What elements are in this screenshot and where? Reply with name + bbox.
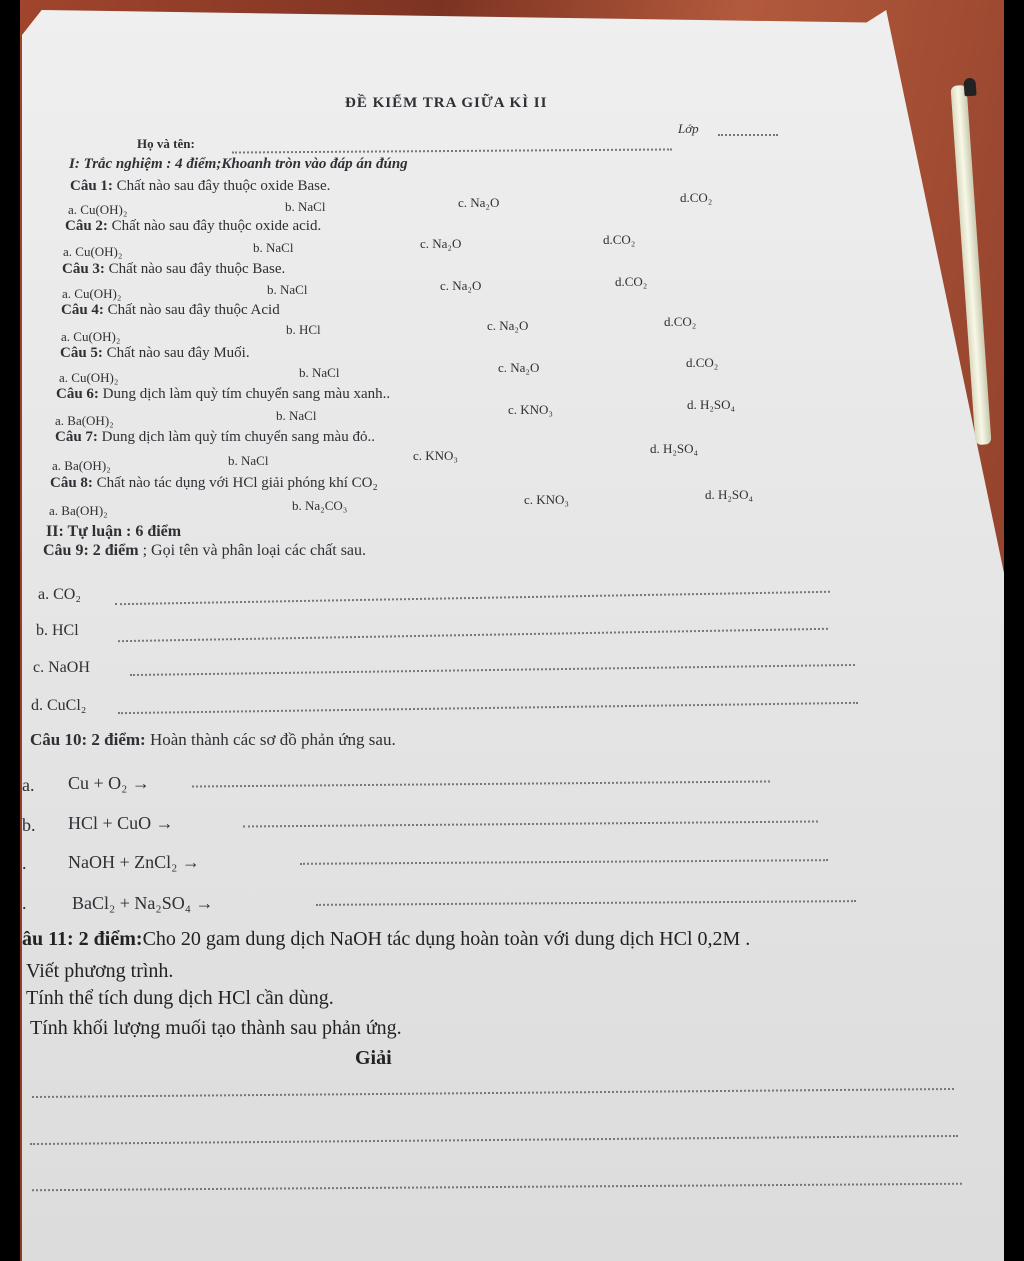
q3-option-a[interactable]: a. Cu(OH)₂ xyxy=(62,286,122,301)
q11 xyxy=(22,928,750,951)
q7-option-d[interactable]: d. H₂SO₄ xyxy=(650,441,699,456)
q6-option-b[interactable]: b. NaCl xyxy=(276,408,317,423)
q7-option-b[interactable]: b. NaCl xyxy=(228,453,269,468)
q4-option-b[interactable]: b. HCl xyxy=(286,322,321,337)
q7-text: Dung dịch làm quỳ tím chuyển sang màu đỏ.. xyxy=(101,429,375,445)
q2-text: Chất nào sau đây thuộc oxide acid. xyxy=(111,218,322,234)
q2-label: Câu 2: xyxy=(65,218,108,234)
q9 xyxy=(43,542,366,560)
q3-option-c[interactable]: c. Na₂O xyxy=(440,278,482,293)
q9-text: ; Gọi tên và phân loại các chất sau. xyxy=(142,542,367,559)
q9-label: Câu 9: 2 điểm xyxy=(43,542,139,559)
q10-marker-c: . xyxy=(22,853,27,873)
q2-option-d[interactable]: d.CO₂ xyxy=(603,232,636,247)
q5-option-c[interactable]: c. Na₂O xyxy=(498,360,540,375)
q7-option-c[interactable]: c. KNO₃ xyxy=(413,448,458,463)
q8-option-c[interactable]: c. KNO₃ xyxy=(524,492,569,507)
q7-label: Câu 7: xyxy=(55,429,98,445)
q8 xyxy=(50,475,378,492)
q6 xyxy=(56,386,390,403)
q4-option-d[interactable]: d.CO₂ xyxy=(664,314,697,329)
solution-heading: Giải xyxy=(355,1047,392,1069)
q6-label: Câu 6: xyxy=(56,386,99,402)
q2-option-b[interactable]: b. NaCl xyxy=(253,240,294,255)
q10-label: Câu 10: 2 điểm: xyxy=(30,730,146,749)
q11-line-1: Viết phương trình. xyxy=(26,960,174,982)
part1-heading: I: Trắc nghiệm : 4 điểm;Khoanh tròn vào đáp án đúng xyxy=(69,156,408,172)
q7-option-a[interactable]: a. Ba(OH)₂ xyxy=(52,458,111,473)
q1-option-a[interactable]: a. Cu(OH)₂ xyxy=(68,202,128,217)
q1-text: Chất nào sau đây thuộc oxide Base. xyxy=(116,178,331,194)
q11-line-2: Tính thể tích dung dịch HCl cần dùng. xyxy=(26,987,334,1009)
q2-option-a[interactable]: a. Cu(OH)₂ xyxy=(63,244,123,259)
q10-marker-b: b. xyxy=(22,815,36,835)
q10-marker-d: . xyxy=(22,893,27,913)
q3-option-d[interactable]: d.CO₂ xyxy=(615,274,648,289)
q6-text: Dung dịch làm quỳ tím chuyển sang màu xanh.. xyxy=(102,386,391,402)
q4-label: Câu 4: xyxy=(61,302,104,318)
q10-equation-c: NaOH + ZnCl₂ → xyxy=(68,852,200,872)
q1-option-c[interactable]: c. Na₂O xyxy=(458,195,500,210)
q5-option-a[interactable]: a. Cu(OH)₂ xyxy=(59,370,119,385)
q1-option-d[interactable]: d.CO₂ xyxy=(680,190,713,205)
pen-cap xyxy=(963,78,976,97)
q4-text: Chất nào sau đây thuộc Acid xyxy=(107,302,280,318)
class-line xyxy=(718,134,778,136)
q9-item-b: b. HCl xyxy=(36,622,79,639)
q5-option-d[interactable]: d.CO₂ xyxy=(686,355,719,370)
q4-option-c[interactable]: c. Na₂O xyxy=(487,318,529,333)
q4-option-a[interactable]: a. Cu(OH)₂ xyxy=(61,329,121,344)
q5 xyxy=(60,345,250,362)
q4 xyxy=(61,302,280,319)
q2-option-c[interactable]: c. Na₂O xyxy=(420,236,462,251)
q8-option-a[interactable]: a. Ba(OH)₂ xyxy=(49,503,108,518)
q6-option-c[interactable]: c. KNO₃ xyxy=(508,402,553,417)
q10-equation-d: BaCl₂ + Na₂SO₄ → xyxy=(72,893,214,913)
q3-text: Chất nào sau đây thuộc Base. xyxy=(108,261,286,277)
q9-item-c: c. NaOH xyxy=(33,659,90,676)
q3-option-b[interactable]: b. NaCl xyxy=(267,282,308,297)
q10-marker-a: a. xyxy=(22,775,35,795)
q8-option-d[interactable]: d. H₂SO₄ xyxy=(705,487,754,502)
q5-label: Câu 5: xyxy=(60,345,103,361)
q8-text: Chất nào tác dụng với HCl giải phóng khí CO₂ xyxy=(96,475,378,491)
q5-option-b[interactable]: b. NaCl xyxy=(299,365,340,380)
q10-equation-b: HCl + CuO → xyxy=(68,813,174,833)
class-label: Lớp xyxy=(678,121,699,136)
q1-label: Câu 1: xyxy=(70,178,113,194)
q11-line-3: Tính khối lượng muối tạo thành sau phản ứng. xyxy=(30,1017,402,1039)
q8-option-b[interactable]: b. Na₂CO₃ xyxy=(292,498,348,513)
exam-title: ĐỀ KIỂM TRA GIỮA KÌ II xyxy=(345,95,548,111)
q2 xyxy=(65,218,321,235)
q6-option-d[interactable]: d. H₂SO₄ xyxy=(687,397,736,412)
q7 xyxy=(55,429,375,446)
part2-heading: II: Tự luận : 6 điểm xyxy=(46,523,182,540)
q10 xyxy=(30,730,396,750)
q6-option-a[interactable]: a. Ba(OH)₂ xyxy=(55,413,114,428)
q3 xyxy=(62,261,285,278)
q9-item-a: a. CO₂ xyxy=(38,586,81,603)
q11-text: Cho 20 gam dung dịch NaOH tác dụng hoàn toàn với dung dịch HCl 0,2M . xyxy=(142,928,751,950)
q10-equation-a: Cu + O₂ → xyxy=(68,773,150,793)
exam-paper xyxy=(22,10,1004,1261)
q9-item-d: d. CuCl₂ xyxy=(31,697,87,714)
q1 xyxy=(70,178,330,195)
q3-label: Câu 3: xyxy=(62,261,105,277)
name-label: Họ và tên: xyxy=(137,136,195,151)
q5-text: Chất nào sau đây Muối. xyxy=(106,345,250,361)
q11-label: âu 11: 2 điểm: xyxy=(22,928,143,950)
q1-option-b[interactable]: b. NaCl xyxy=(285,199,326,214)
q10-text: Hoàn thành các sơ đồ phản ứng sau. xyxy=(149,730,396,749)
q8-label: Câu 8: xyxy=(50,475,93,491)
